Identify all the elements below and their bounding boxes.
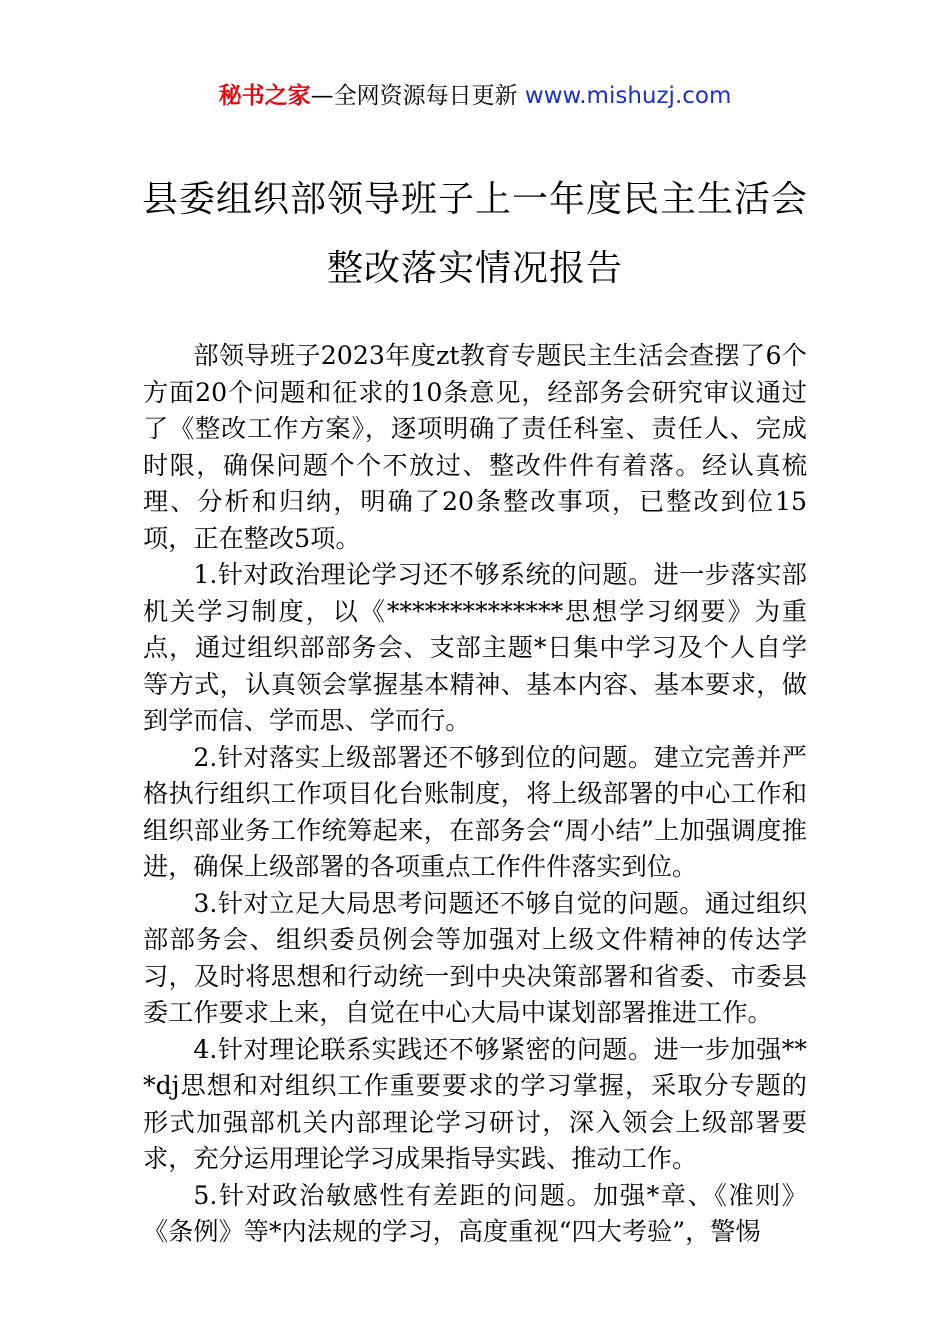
item-paragraph-4: 4.针对理论联系实践还不够紧密的问题。进一步加强***dj思想和对组织工作重要要求的学习掌握，采取分专题的形式加强部机关内部理论学习研讨，深入领会上级部署要求，充分运用理论学习成果指导实践、推动工作。 bbox=[143, 1034, 807, 1173]
document-title-line-1: 县委组织部领导班子上一年度民主生活会 bbox=[141, 179, 808, 220]
item-paragraph-1: 1.针对政治理论学习还不够系统的问题。进一步落实部机关学习制度，以《**************思想学习纲要》为重点，通过组织部部务会、支部主题*日集中学习及个人自学等方式，认真领会掌握基本精神、基本内容、基本要求，做到学而信、学而思、学而行。 bbox=[143, 560, 807, 735]
document-body bbox=[143, 338, 807, 1251]
item-paragraph-2: 2.针对落实上级部署还不够到位的问题。建立完善并严格执行组织工作项目化台账制度，将上级部署的中心工作和组织部业务工作统筹起来，在部务会“周小结”上加强调度推进，确保上级部署的各项重点工作件件落实到位。 bbox=[143, 742, 807, 881]
site-url-link[interactable]: www.mishuzj.com bbox=[524, 83, 732, 109]
site-brand: 秘书之家 bbox=[218, 83, 311, 109]
item-paragraph-3: 3.针对立足大局思考问题还不够自觉的问题。通过组织部部务会、组织委员例会等加强对上级文件精神的传达学习，及时将思想和行动统一到中央决策部署和省委、市委县委工作要求上来，自觉在中心大局中谋划部署推进工作。 bbox=[143, 888, 807, 1027]
site-header bbox=[0, 80, 950, 112]
intro-paragraph: 部领导班子2023年度zt教育专题民主生活会查摆了6个方面20个问题和征求的10条意见，经部务会研究审议通过了《整改工作方案》，逐项明确了责任科室、责任人、完成时限，确保问题个个不放过、整改件件有着落。经认真梳理、分析和归纳，明确了20条整改事项，已整改到位15项，正在整改5项。 bbox=[143, 341, 807, 553]
document-title-line-2: 整改落实情况报告 bbox=[326, 248, 623, 289]
item-paragraph-5: 5.针对政治敏感性有差距的问题。加强*章、《准则》《条例》等*内法规的学习，高度重视“四大考验”，警惕 bbox=[143, 1180, 807, 1246]
site-tagline: —全网资源每日更新 bbox=[310, 83, 525, 109]
